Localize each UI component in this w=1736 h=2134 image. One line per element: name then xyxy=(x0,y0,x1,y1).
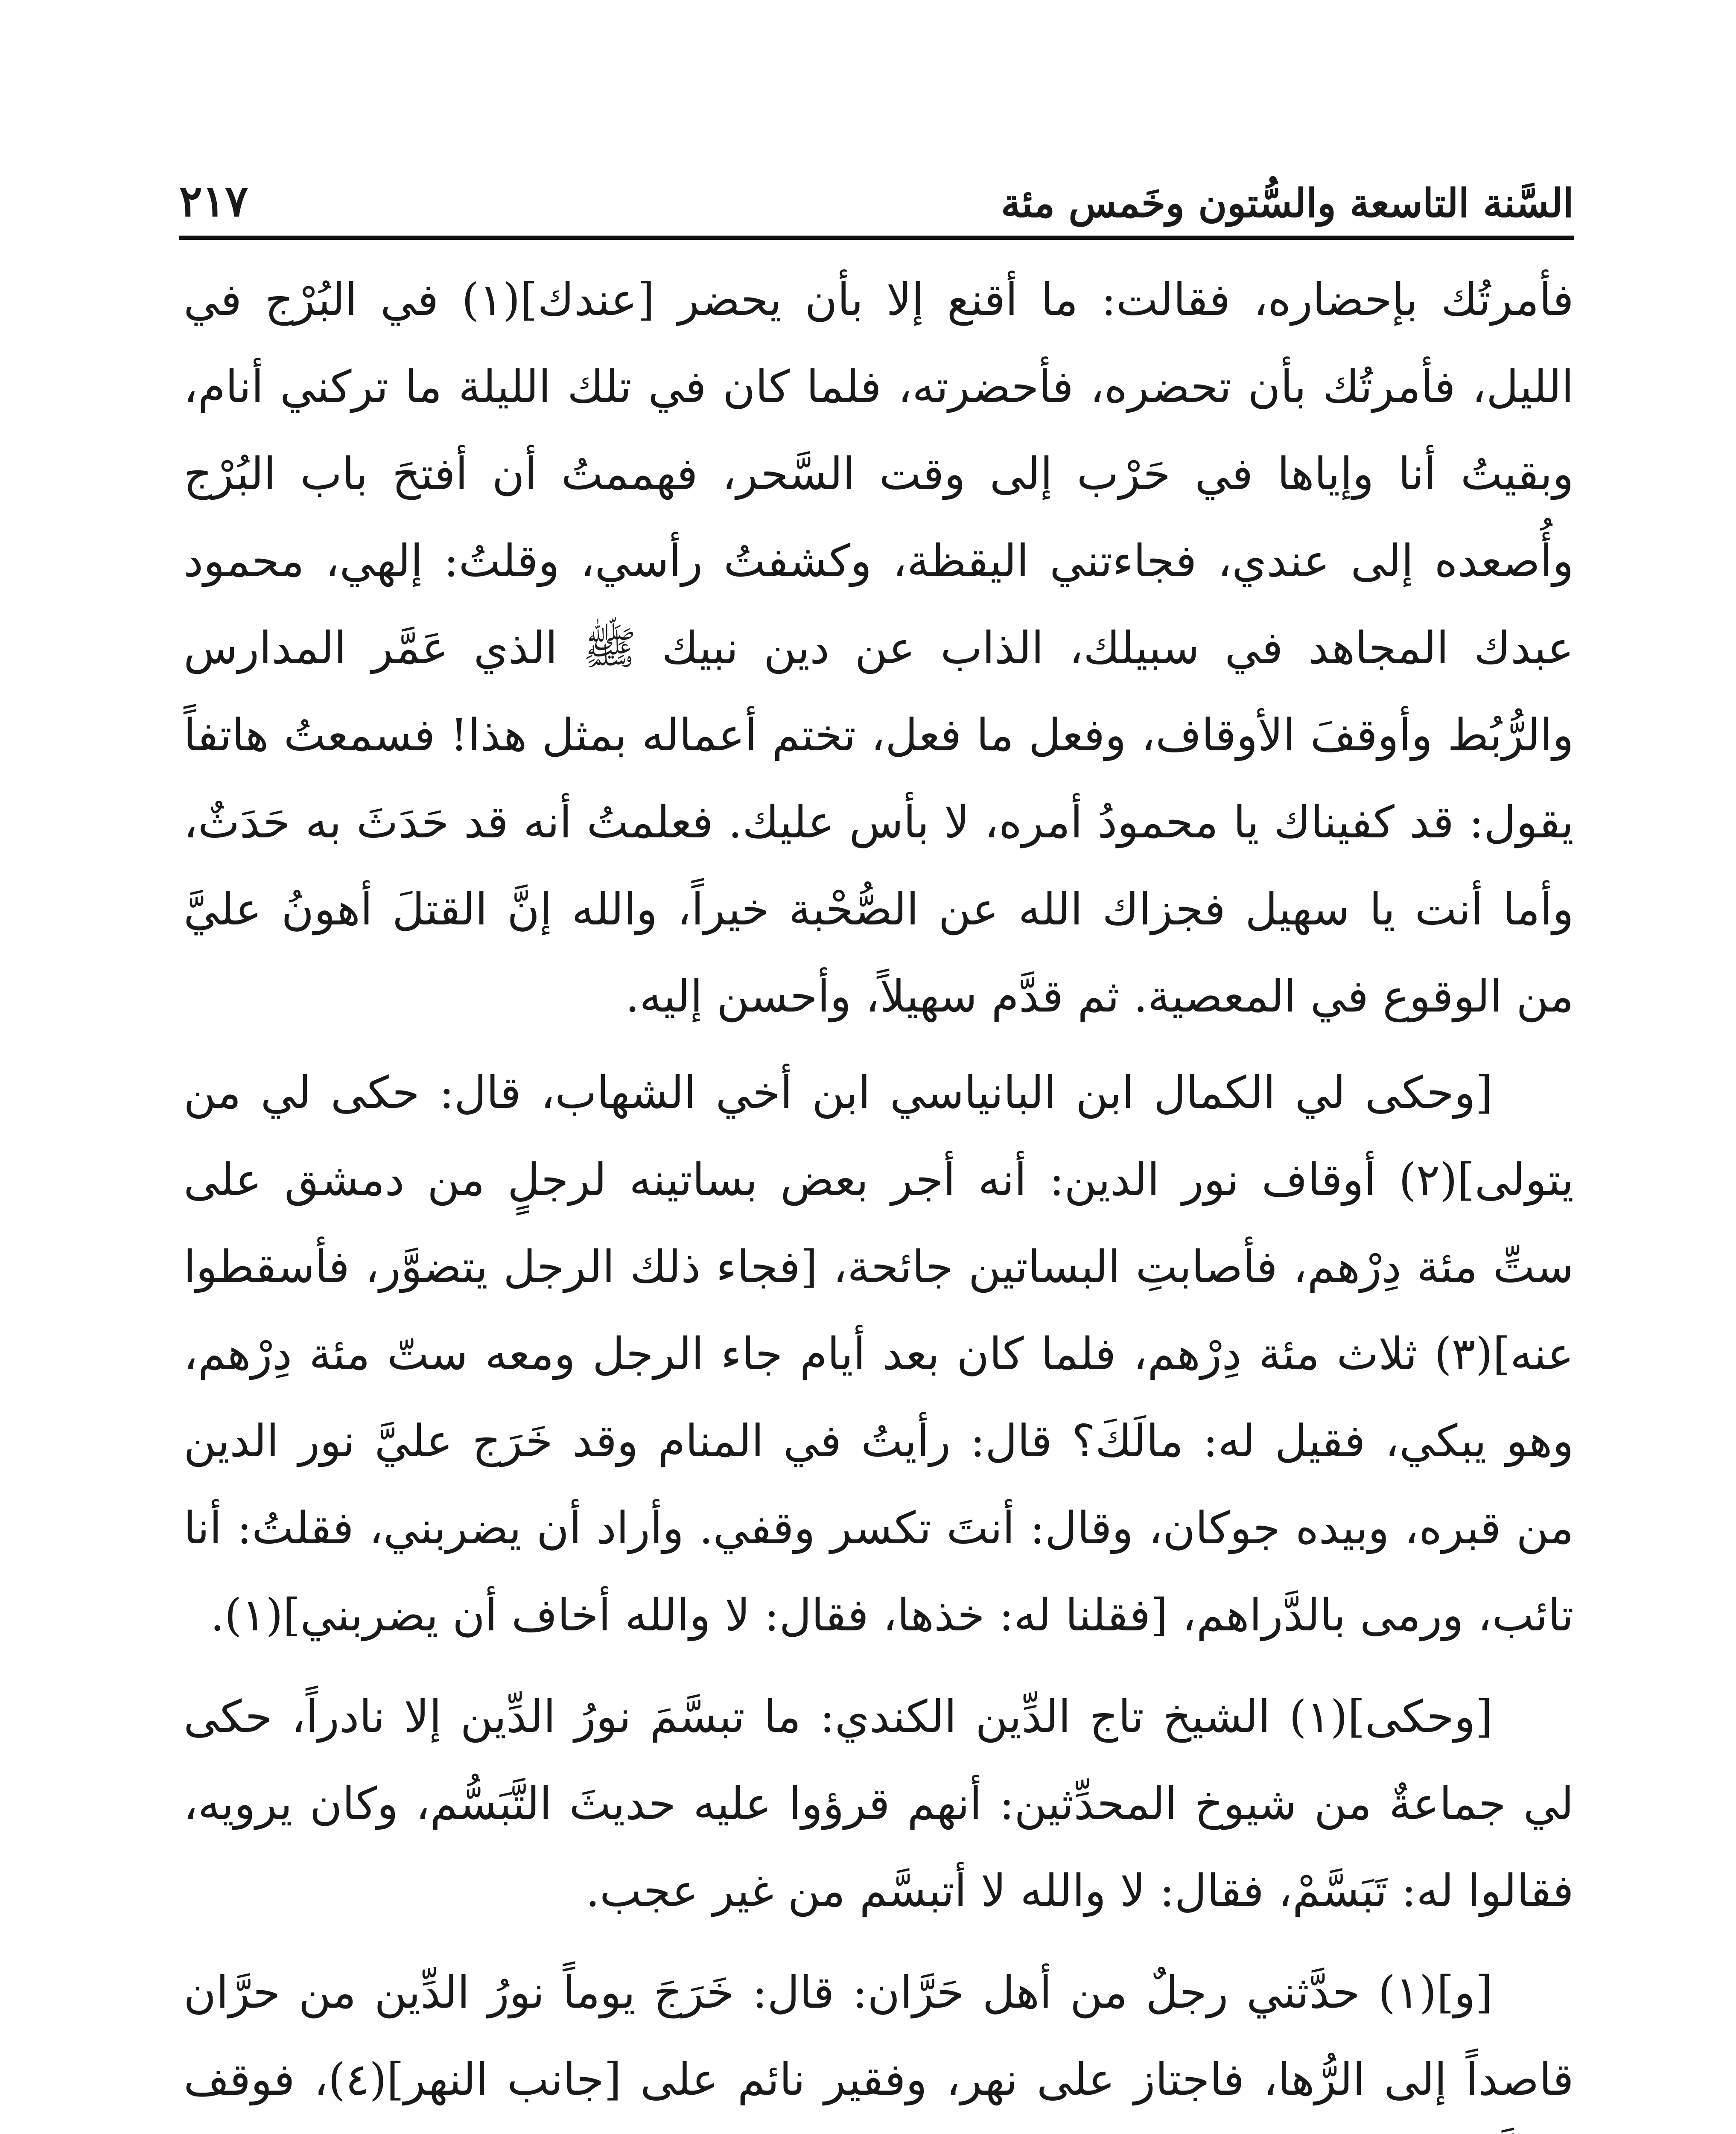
header-rule xyxy=(179,236,1574,240)
running-title: السَّنة التاسعة والسُّتون وخَمس مئة xyxy=(1001,180,1574,226)
paragraph-3: [وحكى](١) الشيخ تاج الدِّين الكندي: ما تبسَّمَ نورُ الدِّين إلا نادراً، حكى لي جماعةٌ من شيوخ المحدِّثين: أنهم قرؤوا عليه حديثَ التَّبَسُّم، وكان يرويه، فقالوا له: تَبَسَّمْ، فقال: لا والله لا أتبسَّم من غير عجب. xyxy=(184,1691,1574,1917)
main-text xyxy=(184,256,1574,2134)
page-header xyxy=(179,162,1574,226)
paragraph-4: [و](١) حدَّثني رجلٌ من أهل حَرَّان: قال: خَرَجَ يوماً نورُ الدِّين من حرَّان قاصداً إلى الرُّها، فاجتاز على نهر، وفقير نائم على [جانب النهر](٤)، فوقف xyxy=(184,1966,1574,2105)
paragraph-1: فأمرتُك بإحضاره، فقالت: ما أقنع إلا بأن يحضر [عندك](١) في البُرْج في الليل، فأمرتُك بأن تحضره، فأحضرته، فلما كان في تلك الليلة ما تركني أنام، وبقيتُ أنا وإياها في حَرْب إلى وقت السَّحر، فهممتُ أن أفتحَ باب البُرْج وأُصعده إلى عندي، فجاءتني اليقظة، وكشفتُ رأسي، وقلتُ: إلهي، محمود عبدك المجاهد في سبيلك، الذاب عن دين نبيك ﷺ الذي عَمَّر المدارس والرُّبُط وأوقفَ الأوقاف، وفعل ما فعل، تختم أعماله بمثل هذا! فسمعتُ هاتفاً يقول: قد كفيناك يا محمودُ أمره، لا بأس عليك. فعلمتُ أنه قد حَدَثَ به حَدَثٌ، وأما أنت يا سهيل فجزاك الله عن الصُّحْبة خيراً، والله إنَّ القتلَ أهونُ عليَّ من الوقوع في المعصية. ثم قدَّم سهيلاً، وأحسن إليه. xyxy=(184,274,1574,1022)
page-number: ٢١٧ xyxy=(179,176,248,226)
paragraph-2: [وحكى لي الكمال ابن البانياسي ابن أخي الشهاب، قال: حكى لي من يتولى](٢) أوقاف نور الدين: أنه أجر بعض بساتينه لرجلٍ من دمشق على ستِّ مئة دِرْهم، فأصابتِ البساتين جائحة، [فجاء ذلك الرجل يتضوَّر، فأسقطوا عنه](٣) ثلاث مئة دِرْهم، فلما كان بعد أيام جاء الرجل ومعه ستّ مئة دِرْهم، وهو يبكي، فقيل له: مالَكَ؟ قال: رأيتُ في المنام وقد خَرَج عليَّ نور الدين من قبره، وبيده جوكان، وقال: أنتَ تكسر وقفي. وأراد أن يضربني، فقلتُ: أنا تائب، ورمى بالدَّراهم، [فقلنا له: خذها، فقال: لا والله أخاف أن يضربني](١). xyxy=(184,1067,1574,1641)
